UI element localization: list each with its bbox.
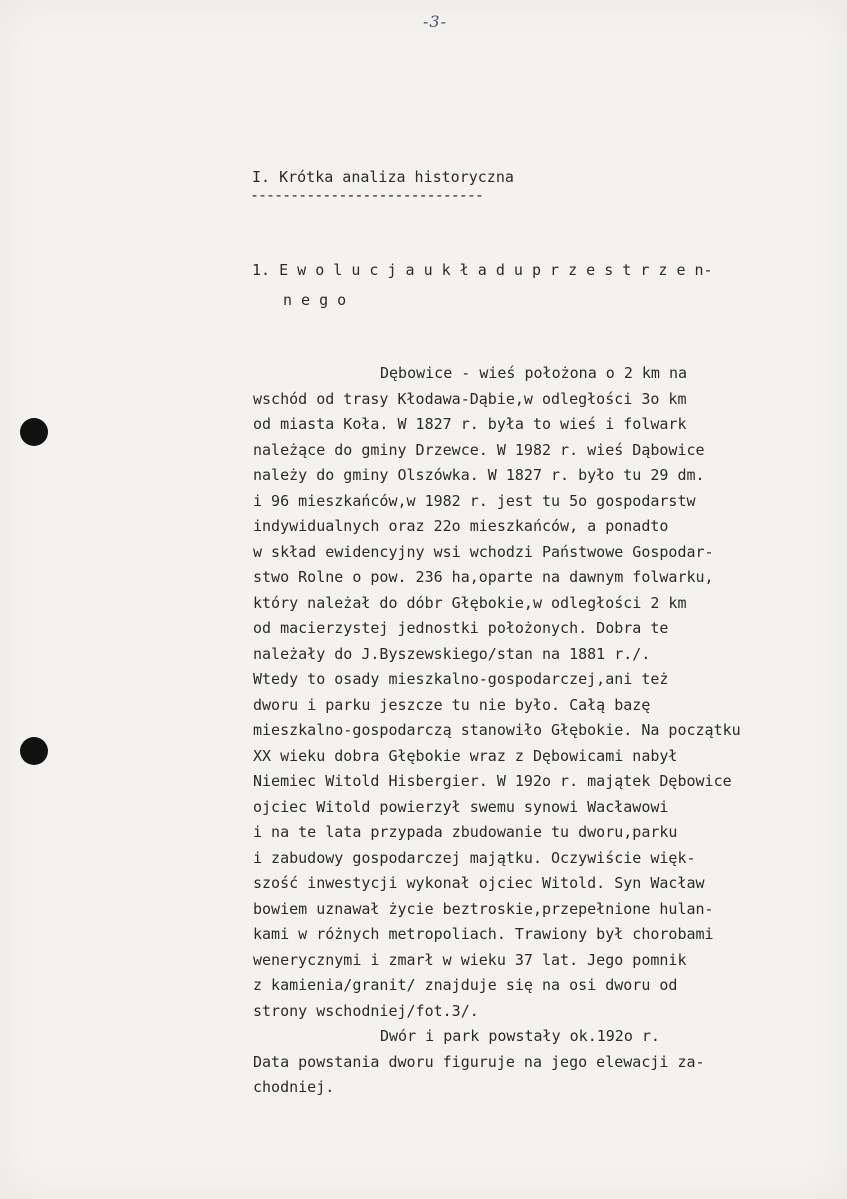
page-number: -3- [423, 12, 447, 31]
body-line: Dębowice - wieś położona o 2 km na [380, 364, 688, 382]
body-line: należały do J.Byszewskiego/stan na 1881 r./. [253, 644, 651, 663]
body-line: i 96 mieszkańców,w 1982 r. jest tu 5o gospodarstw [253, 491, 696, 510]
punch-hole-bottom [20, 737, 48, 765]
section-title-underline: ----------------------------- [250, 186, 483, 204]
body-line: Dwór i park powstały ok.192o r. [380, 1027, 660, 1045]
body-line: w skład ewidencyjny wsi wchodzi Państwowe Gospodar- [253, 542, 714, 561]
subsection-title-line-2: n e g o [283, 291, 347, 309]
body-line: bowiem uznawał życie beztroskie,przepełnione hulan- [253, 899, 714, 918]
body-line: i na te lata przypada zbudowanie tu dworu,parku [253, 823, 678, 841]
body-line: Data powstania dworu figuruje na jego elewacji za- [253, 1052, 705, 1071]
body-line: należące do gminy Drzewce. W 1982 r. wieś Dąbowice [253, 440, 705, 459]
punch-hole-top [20, 418, 48, 446]
body-line: indywidualnych oraz 22o mieszkańców, a ponadto [253, 517, 669, 535]
body-line: który należał do dóbr Głębokie,w odległości 2 km [253, 593, 687, 612]
body-line: wschód od trasy Kłodawa-Dąbie,w odległości 3o km [253, 389, 687, 408]
body-line: strony wschodniej/fot.3/. [253, 1001, 479, 1020]
body-line: XX wieku dobra Głębokie wraz z Dębowicami nabył [253, 746, 678, 765]
body-line: z kamienia/granit/ znajduje się na osi dworu od [253, 976, 678, 994]
body-line: i zabudowy gospodarczej majątku. Oczywiście więk- [253, 848, 696, 867]
body-line: wenerycznymi i zmarł w wieku 37 lat. Jego pomnik [253, 950, 687, 969]
body-line: ojciec Witold powierzył swemu synowi Wacławowi [253, 797, 669, 816]
body-line: Wtedy to osady mieszkalno-gospodarczej,ani też [253, 670, 669, 688]
body-line: od miasta Koła. W 1827 r. była to wieś i folwark [253, 415, 687, 433]
body-line: kami w różnych metropoliach. Trawiony był chorobami [253, 925, 714, 943]
body-line: Niemiec Witold Hisbergier. W 192o r. majątek Dębowice [253, 772, 732, 790]
body-line: stwo Rolne o pow. 236 ha,oparte na dawnym folwarku, [253, 568, 714, 586]
body-line: dworu i parku jeszcze tu nie było. Całą bazę [253, 695, 651, 714]
body-line: mieszkalno-gospodarczą stanowiło Głębokie. Na początku [253, 721, 741, 739]
section-title: I. Krótka analiza historyczna [252, 168, 514, 186]
body-line: szość inwestycji wykonał ojciec Witold. Syn Wacław [253, 874, 705, 892]
body-text [253, 361, 813, 1101]
body-line: od macierzystej jednostki położonych. Dobra te [253, 619, 669, 637]
body-line: chodniej. [253, 1078, 335, 1096]
body-line: należy do gminy Olszówka. W 1827 r. było tu 29 dm. [253, 466, 705, 484]
subsection-title-line-1: 1. E w o l u c j a u k ł a d u p r z e s t r z e n- [252, 261, 713, 279]
